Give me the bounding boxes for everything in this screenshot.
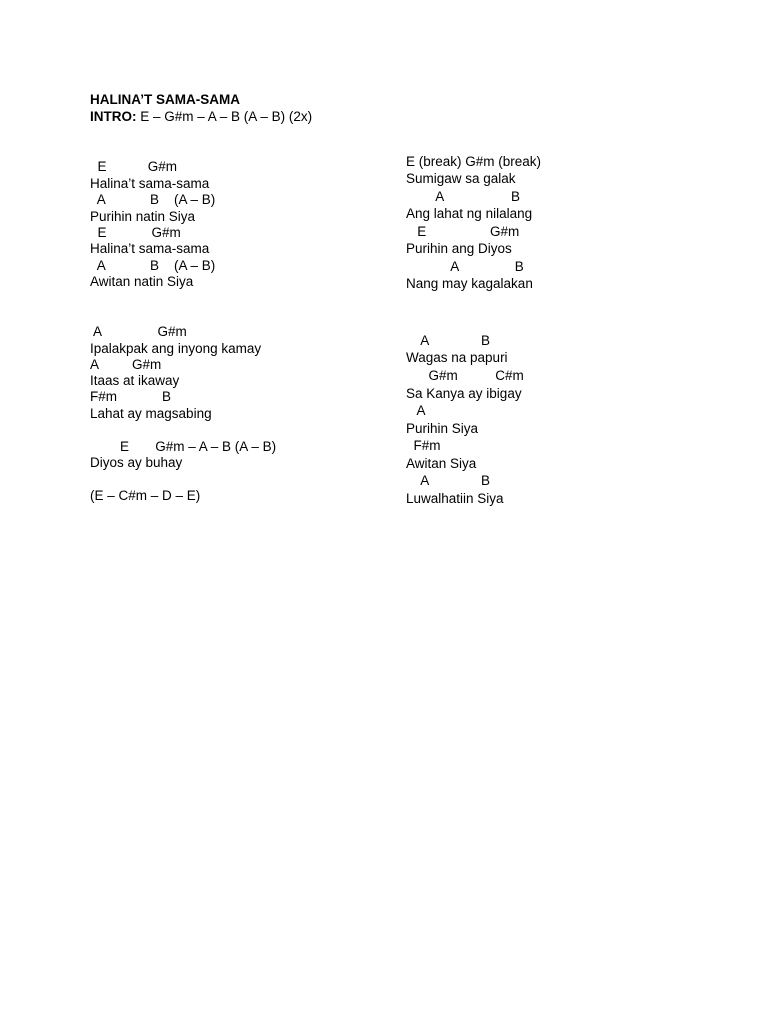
lyric-line: Awitan Siya	[406, 456, 477, 471]
chord-line: E G#m	[406, 224, 520, 239]
chord-line: E G#m – A – B (A – B)	[90, 439, 277, 454]
lyric-line: Sa Kanya ay ibigay	[406, 386, 522, 401]
chord-line: A G#m	[90, 324, 187, 339]
lyric-line: Sumigaw sa galak	[406, 171, 516, 186]
chord-line: A B	[406, 333, 491, 348]
chord-line: A B	[406, 473, 491, 488]
chord-line: (E – C#m – D – E)	[90, 488, 201, 503]
lyric-line: Itaas at ikaway	[90, 373, 180, 388]
intro-label: INTRO:	[90, 109, 137, 124]
lyric-line: Awitan natin Siya	[90, 274, 194, 289]
chord-line: G#m C#m	[406, 368, 524, 383]
lyric-line: Diyos ay buhay	[90, 455, 183, 470]
chord-line: F#m B	[90, 389, 172, 404]
lyric-line: Purihin Siya	[406, 421, 479, 436]
lyric-line: Luwalhatiin Siya	[406, 491, 504, 506]
intro-chords: E – G#m – A – B (A – B) (2x)	[136, 109, 313, 124]
song-title: HALINA’T SAMA-SAMA	[90, 92, 240, 107]
lyric-line: Purihin ang Diyos	[406, 241, 512, 256]
chord-line: A B (A – B)	[90, 258, 216, 273]
intro-line	[90, 108, 312, 125]
chord-line: A G#m	[90, 357, 162, 372]
lyric-line: Halina’t sama-sama	[90, 176, 210, 191]
lyric-line: Wagas na papuri	[406, 350, 508, 365]
chord-line: E G#m	[90, 225, 181, 240]
lyric-line: Purihin natin Siya	[90, 209, 196, 224]
chord-line: A B	[406, 189, 521, 204]
chord-line: E (break) G#m (break)	[406, 154, 542, 169]
chord-line: A	[406, 403, 426, 418]
lyric-line: Ipalakpak ang inyong kamay	[90, 341, 262, 356]
lyric-line: Halina’t sama-sama	[90, 241, 210, 256]
chord-line: A B (A – B)	[90, 192, 216, 207]
chord-line: F#m	[406, 438, 441, 453]
lyric-line: Ang lahat ng nilalang	[406, 206, 533, 221]
chord-line: E G#m	[90, 159, 178, 174]
lyric-line: Nang may kagalakan	[406, 276, 533, 291]
lyric-line: Lahat ay magsabing	[90, 406, 212, 421]
chord-line: A B	[406, 259, 524, 274]
